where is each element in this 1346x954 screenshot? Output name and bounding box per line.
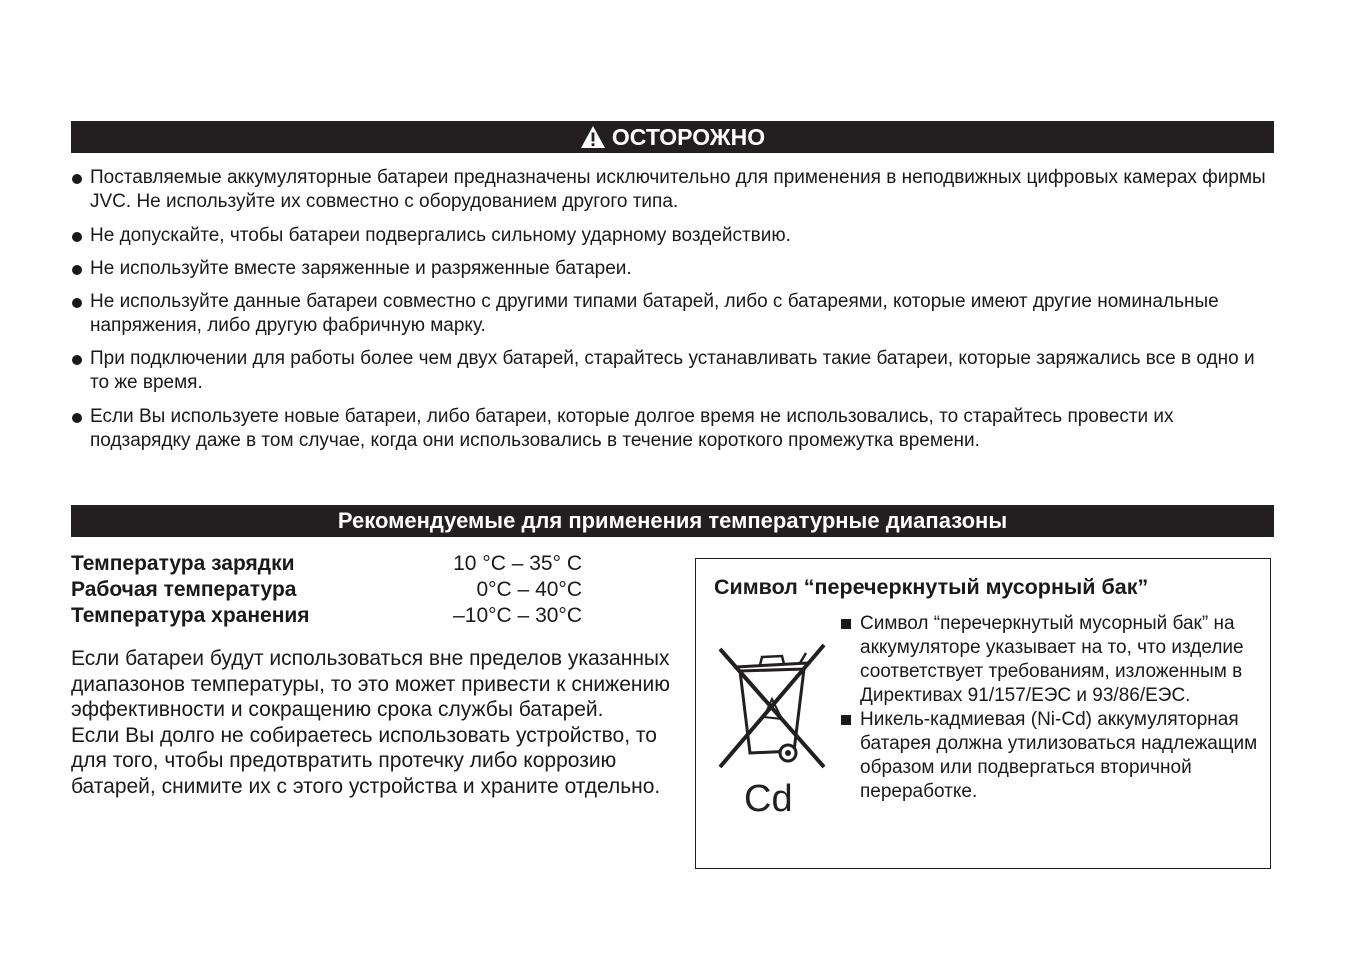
temperature-row	[71, 577, 591, 603]
temperature-value: 10 °C – 35° C	[453, 552, 582, 575]
caution-title: ОСТОРОЖНО	[611, 123, 766, 150]
symbol-box-title: Символ “перечеркнутый мусорный бак”	[714, 575, 1149, 599]
list-item: Не допускайте, чтобы батареи подвергались сильному ударному воздействию.	[71, 224, 1271, 248]
bullet-icon	[72, 413, 82, 423]
list-item: Символ “перечеркнутый мусорный бак” на аккумуляторе указывает на то, что изделие соответствует требованиям, изложенным в Директивах 91/157/ЕЭС и 93/86/ЕЭС.	[841, 612, 1261, 708]
list-item: Не используйте данные батареи совместно с другими типами батарей, либо с батареями, которые имеют другие номинальные напряжения, либо другую фабричную марку.	[71, 290, 1271, 338]
list-item: Поставляемые аккумуляторные батареи предназначены исключительно для применения в неподвижных цифровых камерах фирмы JVC. Не используйте их совместно с оборудованием другого типа.	[71, 166, 1271, 214]
list-item: Никель-кадмиевая (Ni-Cd) аккумуляторная батарея должна утилизоваться надлежащим образом или подвергаться вторичной переработке.	[841, 708, 1261, 804]
bullet-icon	[72, 355, 82, 365]
crossed-bin-symbol-box	[695, 558, 1271, 869]
caution-list	[71, 166, 1271, 453]
temperature-description	[71, 646, 671, 799]
warning-icon	[580, 125, 606, 149]
list-item: Не используйте вместе заряженные и разряженные батареи.	[71, 257, 1271, 281]
temperature-row	[71, 603, 591, 629]
square-bullet-icon	[841, 715, 851, 725]
list-item: Если Вы используете новые батареи, либо батареи, которые долгое время не использовались, то старайтесь провести их подзарядку даже в том случае, когда они использовались в течение короткого промежутка времени.	[71, 405, 1271, 453]
bullet-icon	[72, 232, 82, 242]
bullet-icon	[72, 174, 82, 184]
temperature-header	[71, 505, 1274, 537]
paragraph: Если батареи будут использоваться вне пределов указанных диапазонов температуры, то это может привести к снижению эффективности и сокращению срока службы батарей.	[71, 647, 670, 721]
temperature-title: Рекомендуемые для применения температурные диапазоны	[337, 508, 1008, 533]
temperature-table	[71, 551, 591, 629]
bullet-icon	[72, 298, 82, 308]
cd-label: Cd	[744, 778, 793, 819]
temperature-label: Температура хранения	[71, 604, 310, 627]
square-bullet-icon	[841, 619, 851, 629]
temperature-row	[71, 551, 591, 577]
list-item: При подключении для работы более чем двух батарей, старайтесь устанавливать такие батареи, которые заряжались все в одно и то же время.	[71, 347, 1271, 395]
crossed-out-bin-icon	[716, 639, 828, 819]
caution-header	[71, 121, 1274, 153]
temperature-label: Температура зарядки	[71, 552, 295, 575]
temperature-value: 0°C – 40°C	[476, 578, 582, 601]
temperature-value: –10°C – 30°C	[453, 604, 582, 627]
symbol-list	[841, 612, 1261, 804]
temperature-label: Рабочая температура	[71, 578, 297, 601]
bullet-icon	[72, 265, 82, 275]
paragraph: Если Вы долго не собираетесь использовать устройство, то для того, чтобы предотвратить протечку либо коррозию батарей, снимите их с этого устройства и храните отдельно.	[71, 723, 661, 798]
